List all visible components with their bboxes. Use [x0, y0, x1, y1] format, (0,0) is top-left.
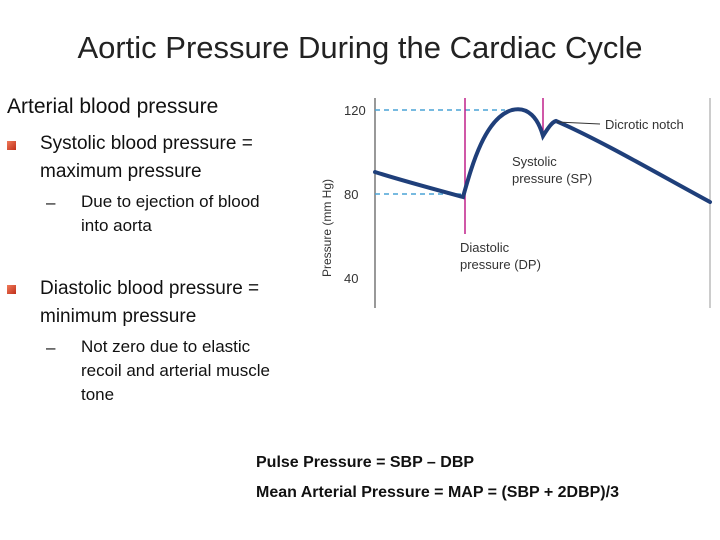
sub-systolic-line-2: into aorta [81, 216, 152, 235]
sub-dash: – [46, 193, 56, 212]
sub-systolic-line-1: Due to ejection of blood [81, 192, 260, 211]
slide-title: Aortic Pressure During the Cardiac Cycle [77, 30, 643, 65]
diastolic-label-line-1: Diastolic [460, 240, 510, 255]
sub-diastolic-line-3: tone [81, 385, 115, 404]
tick-label-80: 80 [344, 187, 359, 202]
map-formula: Mean Arterial Pressure = MAP = (SBP + 2DBP)/3 [256, 484, 619, 501]
sub-diastolic-line-1: Not zero due to elastic [81, 337, 251, 356]
heading-arterial-bp: Arterial blood pressure [7, 95, 219, 118]
bullet-systolic-line-2: maximum pressure [40, 161, 202, 182]
tick-label-120: 120 [344, 103, 366, 118]
sub-diastolic-line-2: recoil and arterial muscle [81, 361, 270, 380]
bullet-diastolic-line-2: minimum pressure [40, 306, 197, 327]
dicrotic-notch-label: Dicrotic notch [605, 117, 684, 132]
bullet-diastolic-line-1: Diastolic blood pressure = [40, 278, 260, 299]
formulas [256, 448, 619, 508]
systolic-label-line-2: pressure (SP) [512, 171, 593, 186]
pulse-pressure-formula: Pulse Pressure = SBP – DBP [256, 454, 475, 471]
tick-label-40: 40 [344, 271, 359, 286]
systolic-label-line-1: Systolic [512, 154, 557, 169]
diastolic-label-line-2: pressure (DP) [460, 257, 541, 272]
y-axis-label: Pressure (mm Hg) [320, 178, 334, 278]
sub-dash: – [46, 338, 56, 357]
bullet-systolic-line-1: Systolic blood pressure = [40, 133, 253, 154]
